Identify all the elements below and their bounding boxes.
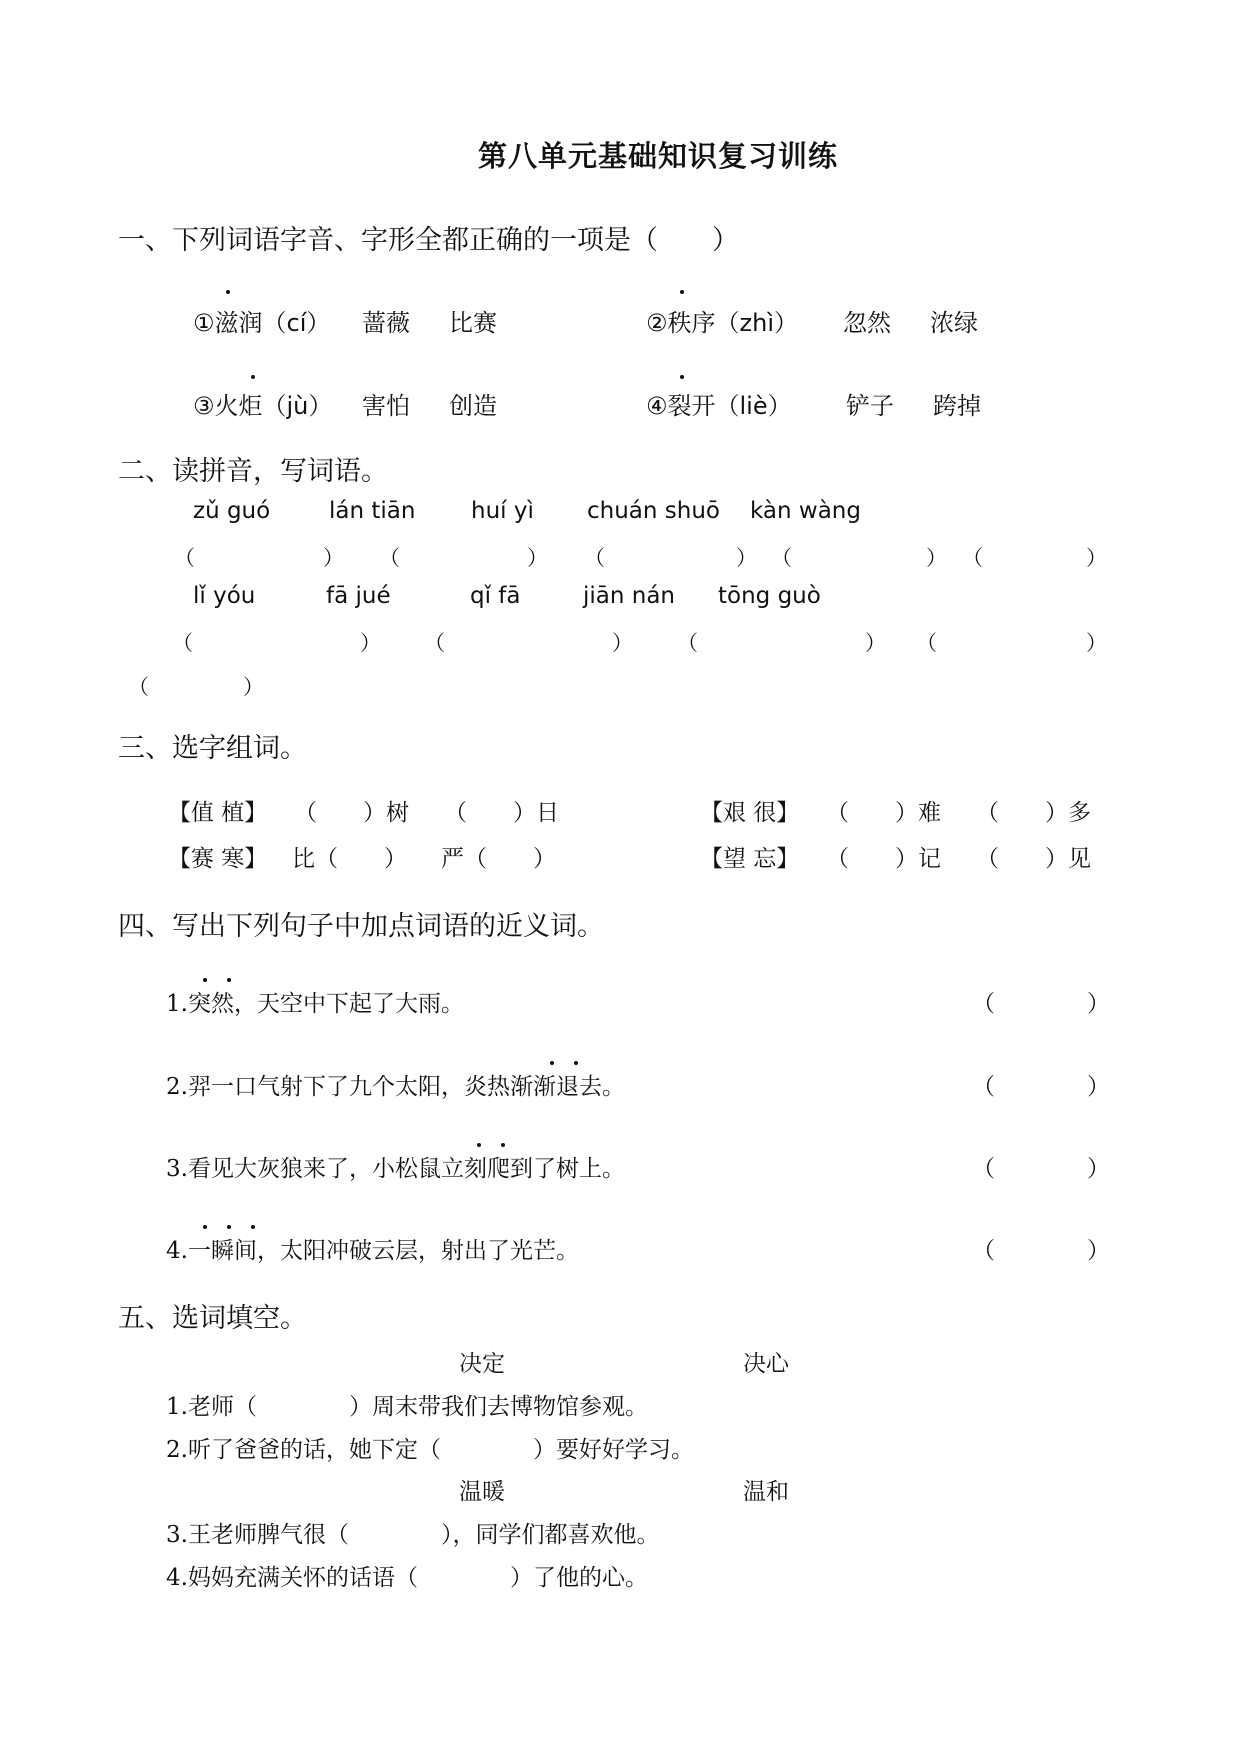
pinyin-2: lán tiān: [329, 498, 416, 524]
emphasis-dot: [550, 1061, 554, 1065]
answer-open-paren: （: [424, 631, 445, 655]
page-title: 第八单元基础知识复习训练: [478, 139, 839, 173]
emphasis-dot: [477, 1143, 481, 1147]
q1-heading: 一、下列词语字音、字形全都正确的一项是（ ）: [118, 225, 739, 256]
emphasis-dot: [574, 1061, 578, 1065]
q1-option-2-word-2: 浓绿: [930, 309, 978, 337]
emphasis-dot: [226, 290, 230, 294]
emphasis-dot: [680, 375, 684, 379]
q3-group-1-blank-b: （ ）日: [444, 800, 559, 826]
q4-answer-box-3: （ ）: [972, 1156, 1110, 1182]
q3-group-1-label: 【值 植】: [168, 800, 268, 826]
q4-answer-box-4: （ ）: [972, 1238, 1110, 1264]
answer-open-paren: （: [677, 631, 698, 655]
answer-close-paren: ）: [243, 675, 264, 699]
q5-word-choice-4: 温和: [743, 1479, 789, 1505]
q5-item-2: 2.听了爸爸的话，她下定（ ）要好好学习。: [166, 1437, 694, 1463]
answer-open-paren: （: [128, 675, 149, 699]
answer-open-paren: （: [174, 546, 195, 570]
pinyin-5: kàn wàng: [750, 498, 861, 524]
answer-open-paren: （: [172, 631, 193, 655]
answer-open-paren: （: [584, 546, 605, 570]
q4-answer-box-1: （ ）: [972, 991, 1110, 1017]
q2-heading: 二、读拼音，写词语。: [118, 456, 388, 487]
emphasis-dot: [680, 290, 684, 294]
emphasis-dot: [251, 375, 255, 379]
q1-option-2-word-1: 忽然: [843, 309, 891, 337]
answer-open-paren: （: [379, 546, 400, 570]
q4-sentence-4: 4.一瞬间，太阳冲破云层，射出了光芒。: [166, 1238, 579, 1264]
q5-word-choice-1: 决定: [459, 1351, 505, 1377]
q1-option-4-word-2: 跨掉: [933, 392, 981, 420]
q3-group-4-blank-a: （ ）记: [826, 846, 941, 872]
answer-close-paren: ）: [1086, 631, 1107, 655]
q5-heading: 五、选词填空。: [118, 1303, 307, 1334]
q5-word-choice-2: 决心: [743, 1351, 789, 1377]
answer-close-paren: ）: [612, 631, 633, 655]
q3-group-2-label: 【艰 很】: [700, 800, 800, 826]
q4-sentence-2: 2.羿一口气射下了九个太阳，炎热渐渐退去。: [166, 1074, 625, 1100]
q1-option-2-label: ②秩序（zhì）: [646, 309, 798, 337]
pinyin-7: fā jué: [326, 583, 391, 609]
pinyin-6: lǐ yóu: [193, 583, 256, 609]
answer-close-paren: ）: [736, 546, 757, 570]
answer-close-paren: ）: [323, 546, 344, 570]
answer-close-paren: ）: [527, 546, 548, 570]
pinyin-4: chuán shuō: [587, 498, 720, 524]
answer-close-paren: ）: [865, 631, 886, 655]
q4-answer-box-2: （ ）: [972, 1074, 1110, 1100]
q1-option-4-word-1: 铲子: [846, 392, 894, 420]
q3-group-3-blank-a: 比（ ）: [292, 846, 407, 872]
q3-group-2-blank-a: （ ）难: [826, 800, 941, 826]
pinyin-10: tōng guò: [718, 583, 821, 609]
answer-close-paren: ）: [360, 631, 381, 655]
q4-heading: 四、写出下列句子中加点词语的近义词。: [118, 911, 604, 942]
q3-heading: 三、选字组词。: [118, 733, 307, 764]
q3-group-3-blank-b: 严（ ）: [441, 846, 556, 872]
q5-item-3: 3.王老师脾气很（ ），同学们都喜欢他。: [166, 1522, 660, 1548]
q1-option-3-label: ③火炬（jù）: [193, 392, 333, 420]
q1-option-1-word-2: 比赛: [449, 309, 497, 337]
answer-close-paren: ）: [926, 546, 947, 570]
q4-sentence-1: 1.突然，天空中下起了大雨。: [166, 991, 464, 1017]
pinyin-8: qǐ fā: [470, 583, 521, 609]
q5-word-choice-3: 温暖: [459, 1479, 505, 1505]
q3-group-3-label: 【赛 寒】: [168, 846, 268, 872]
q5-item-4: 4.妈妈充满关怀的话语（ ）了他的心。: [166, 1565, 648, 1591]
answer-open-paren: （: [916, 631, 937, 655]
q3-group-1-blank-a: （ ）树: [294, 800, 409, 826]
q1-option-4-label: ④裂开（liè）: [646, 392, 792, 420]
q3-group-4-label: 【望 忘】: [700, 846, 800, 872]
pinyin-1: zǔ guó: [193, 498, 271, 524]
emphasis-dot: [251, 1225, 255, 1229]
pinyin-3: huí yì: [471, 498, 534, 524]
answer-open-paren: （: [771, 546, 792, 570]
answer-close-paren: ）: [1086, 546, 1107, 570]
q3-group-2-blank-b: （ ）多: [976, 800, 1091, 826]
emphasis-dot: [203, 1225, 207, 1229]
q1-option-3-word-2: 创造: [449, 392, 497, 420]
emphasis-dot: [227, 1225, 231, 1229]
pinyin-9: jiān nán: [583, 583, 676, 609]
answer-open-paren: （: [962, 546, 983, 570]
emphasis-dot: [203, 978, 207, 982]
q1-option-1-word-1: 蔷薇: [362, 309, 410, 337]
q4-sentence-3: 3.看见大灰狼来了，小松鼠立刻爬到了树上。: [166, 1156, 625, 1182]
emphasis-dot: [501, 1143, 505, 1147]
q1-option-3-word-1: 害怕: [362, 392, 410, 420]
q3-group-4-blank-b: （ ）见: [976, 846, 1091, 872]
q1-option-1-label: ①滋润（cí）: [193, 309, 331, 337]
q5-item-1: 1.老师（ ）周末带我们去博物馆参观。: [166, 1394, 648, 1420]
emphasis-dot: [227, 978, 231, 982]
